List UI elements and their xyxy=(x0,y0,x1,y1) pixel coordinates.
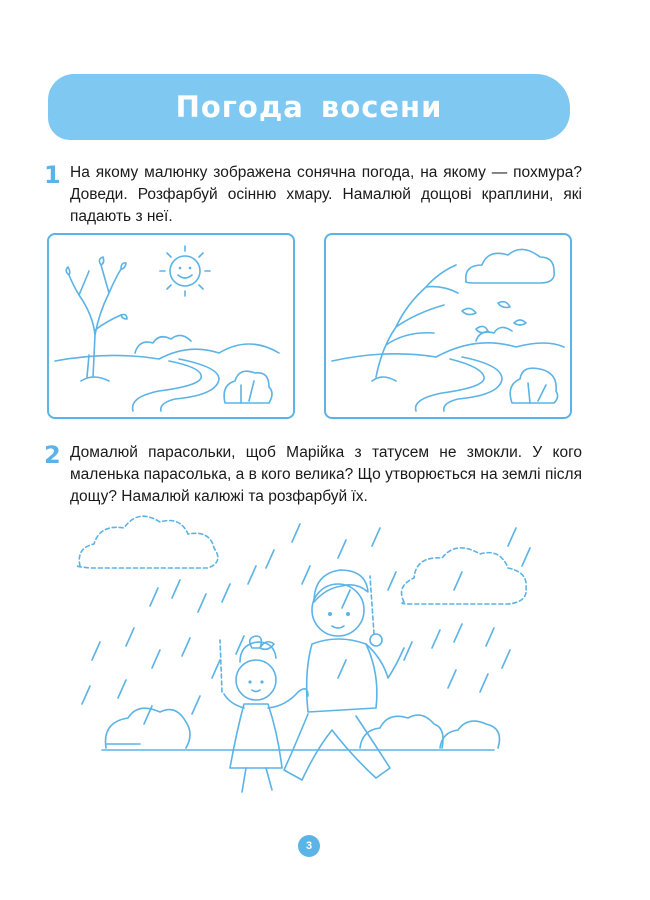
task-2-number: 2 xyxy=(44,441,61,469)
windblown-tree-icon xyxy=(372,265,458,381)
girl-figure-icon xyxy=(220,636,308,792)
page-number-badge: 3 xyxy=(298,835,320,857)
page-title: Погода восени xyxy=(175,90,443,124)
task-1-text: На якому малюнку зображена сонячна погода, на якому — похмура? Доведи. Розфарбуй осінню хмару. Намалюй дощові краплини, які падають з неї. xyxy=(70,164,582,225)
dad-figure-icon xyxy=(284,570,404,780)
rain-scene-drawing xyxy=(60,510,570,820)
cloud-icon xyxy=(466,249,555,283)
cloudy-scene-panel xyxy=(324,233,572,419)
title-banner xyxy=(48,74,570,140)
cloudy-scene-drawing xyxy=(326,235,570,417)
dashed-cloud-right-icon xyxy=(402,548,527,604)
sunny-scene-panel xyxy=(47,233,295,419)
task-1-number: 1 xyxy=(44,161,61,189)
sun-icon xyxy=(160,246,210,296)
sunny-scene-drawing xyxy=(49,235,293,417)
dashed-cloud-left-icon xyxy=(78,516,218,568)
tree-icon xyxy=(66,257,127,381)
rain-scene xyxy=(60,510,570,820)
task-2-text: Домалюй парасольки, щоб Марійка з татусем не змокли. У кого маленька парасолька, а в кого велика? Що утворюється на землі після дощу? Намалюй калюжі та розфарбуй їх. xyxy=(70,444,582,505)
